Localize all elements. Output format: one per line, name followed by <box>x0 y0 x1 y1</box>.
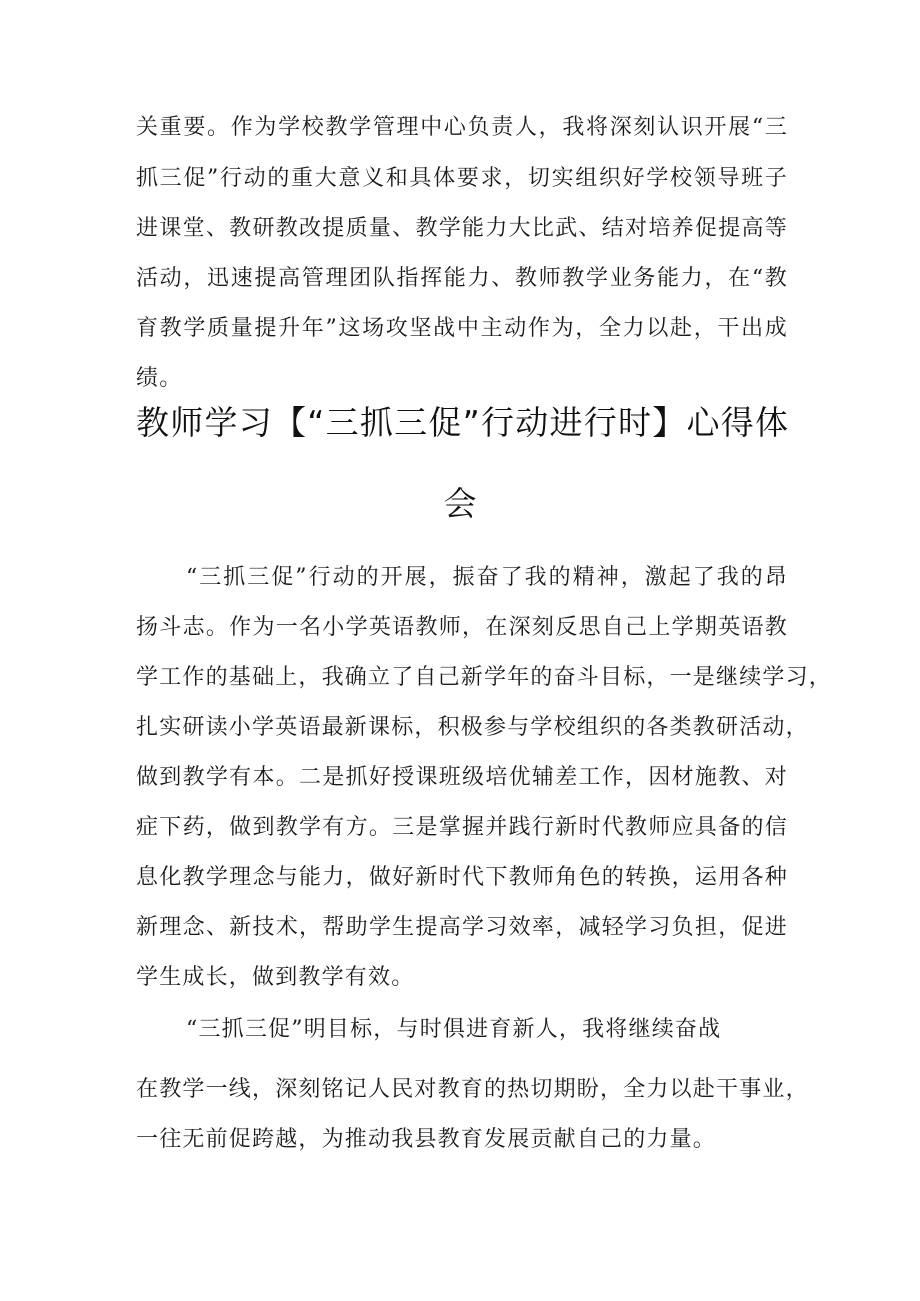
text-line: 扬斗志。作为一名小学英语教师，在深刻反思自己上学期英语教 <box>136 615 788 640</box>
text-line: “三抓三促”明目标，与时俱进育新人，我将继续奋战 <box>186 1017 722 1042</box>
text-line: 新理念、新技术，帮助学生提高学习效率，减轻学习负担，促进 <box>136 915 788 940</box>
article-title-continued: 会 <box>443 484 477 523</box>
text-line: 进课堂、教研教改提质量、教学能力大比武、结对培养促提高等 <box>136 216 788 241</box>
text-line: 学生成长，做到教学有效。 <box>136 965 415 990</box>
text-line: 在教学一线，深刻铭记人民对教育的热切期盼，全力以赴干事业， <box>136 1077 809 1102</box>
text-line: 活动，迅速提高管理团队指挥能力、教师教学业务能力，在“教 <box>136 266 788 291</box>
text-line: 绩。 <box>136 366 183 391</box>
text-line: “三抓三促”行动的开展，振奋了我的精神，激起了我的昂 <box>186 565 788 590</box>
article-title: 教师学习【“三抓三促”行动进行时】心得体 <box>136 403 788 442</box>
text-line: 学工作的基础上，我确立了自己新学年的奋斗目标，一是继续学习， <box>136 665 833 690</box>
text-line: 抓三促”行动的重大意义和具体要求，切实组织好学校领导班子 <box>136 166 788 191</box>
text-line: 症下药，做到教学有方。三是掌握并践行新时代教师应具备的信 <box>136 815 788 840</box>
text-line: 息化教学理念与能力，做好新时代下教师角色的转换，运用各种 <box>136 865 788 890</box>
text-line: 育教学质量提升年”这场攻坚战中主动作为，全力以赴，干出成 <box>136 316 788 341</box>
text-line: 一往无前促跨越，为推动我县教育发展贡献自己的力量。 <box>136 1127 717 1152</box>
text-line: 关重要。作为学校教学管理中心负责人，我将深刻认识开展“三 <box>136 115 788 140</box>
text-line: 做到教学有本。二是抓好授课班级培优辅差工作，因材施教、对 <box>136 765 788 790</box>
text-line: 扎实研读小学英语最新课标，积极参与学校组织的各类教研活动， <box>136 715 809 740</box>
